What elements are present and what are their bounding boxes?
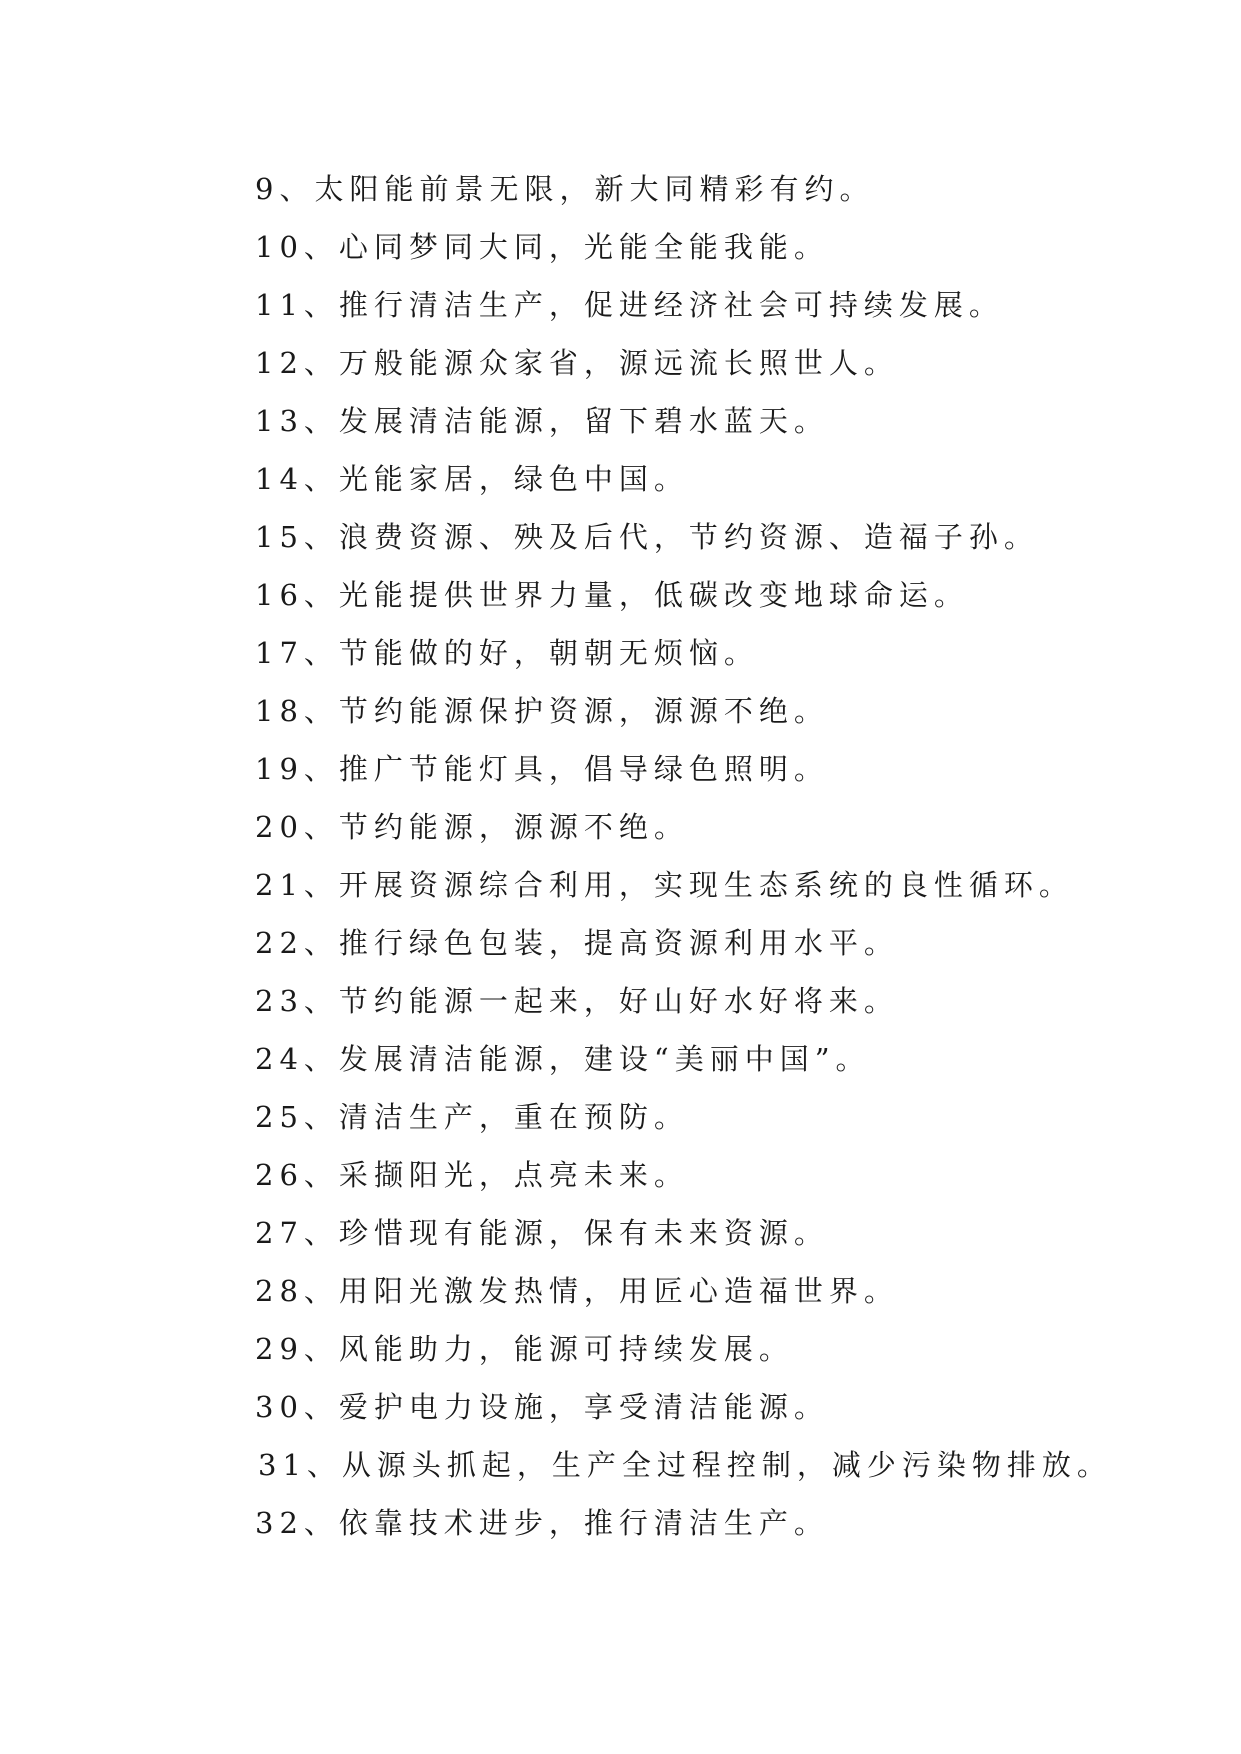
list-item: 9、太阳能前景无限，新大同精彩有约。 (255, 172, 875, 206)
list-item: 14、光能家居，绿色中国。 (255, 462, 689, 496)
list-item: 16、光能提供世界力量，低碳改变地球命运。 (255, 578, 969, 612)
list-item: 18、节约能源保护资源，源源不绝。 (255, 694, 829, 728)
list-item: 10、心同梦同大同，光能全能我能。 (255, 230, 829, 264)
list-item: 15、浪费资源、殃及后代，节约资源、造福子孙。 (255, 520, 1039, 554)
list-item: 12、万般能源众家省，源远流长照世人。 (255, 346, 899, 380)
list-item: 31、从源头抓起，生产全过程控制，减少污染物排放。 (258, 1448, 1112, 1482)
list-item: 28、用阳光激发热情，用匠心造福世界。 (255, 1274, 899, 1308)
list-item: 27、珍惜现有能源，保有未来资源。 (255, 1216, 829, 1250)
list-item: 29、风能助力，能源可持续发展。 (255, 1332, 794, 1366)
list-item: 30、爱护电力设施，享受清洁能源。 (255, 1390, 829, 1424)
slogan-list (255, 160, 1112, 1552)
list-item: 20、节约能源，源源不绝。 (255, 810, 689, 844)
list-item: 11、推行清洁生产，促进经济社会可持续发展。 (255, 288, 1004, 322)
list-item: 26、采撷阳光，点亮未来。 (255, 1158, 689, 1192)
list-item: 22、推行绿色包装，提高资源利用水平。 (255, 926, 899, 960)
list-item: 24、发展清洁能源，建设“美丽中国”。 (255, 1042, 871, 1076)
list-item: 25、清洁生产，重在预防。 (255, 1100, 689, 1134)
list-item: 23、节约能源一起来，好山好水好将来。 (255, 984, 899, 1018)
list-item: 32、依靠技术进步，推行清洁生产。 (255, 1506, 829, 1540)
list-item: 21、开展资源综合利用，实现生态系统的良性循环。 (255, 868, 1074, 902)
list-item: 17、节能做的好，朝朝无烦恼。 (255, 636, 759, 670)
list-item: 13、发展清洁能源，留下碧水蓝天。 (255, 404, 829, 438)
list-item: 19、推广节能灯具，倡导绿色照明。 (255, 752, 829, 786)
